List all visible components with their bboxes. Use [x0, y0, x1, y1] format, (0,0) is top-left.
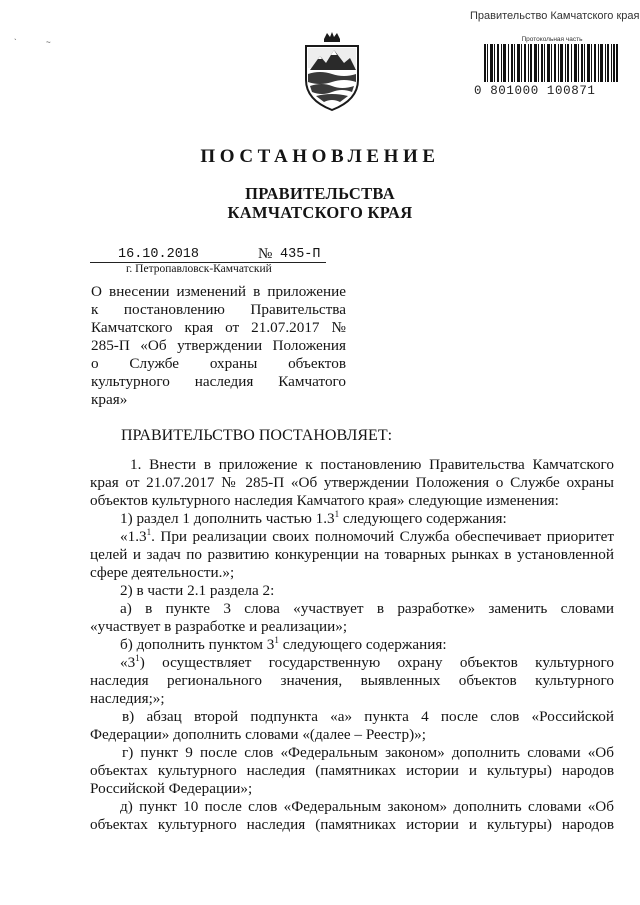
decree-heading: ПРАВИТЕЛЬСТВО ПОСТАНОВЛЯЕТ:: [121, 427, 393, 444]
text-run: 1) раздел 1 дополнить частью 1.3: [120, 510, 335, 527]
body-line: [90, 654, 614, 672]
superscript: 1: [274, 635, 279, 645]
body-line: объектов культурного наследия Камчатого края» следующие изменения:: [90, 492, 559, 509]
body-line: наследия регионального значения, выявленных объектов культурного: [90, 672, 614, 689]
issuer-heading-line2: КАМЧАТСКОГО КРАЯ: [227, 203, 413, 222]
text-run: следующего содержания:: [278, 636, 447, 653]
body-line: целей и задач по развитию конкуренции на товарных рынках в установленной: [90, 546, 614, 563]
superscript: 1: [146, 527, 152, 537]
document-number: 435-П: [280, 247, 321, 262]
superscript: 1: [334, 509, 340, 519]
document-body: [90, 456, 614, 834]
body-line: Федерации» дополнить словами «(далее – Реестр)»;: [90, 726, 426, 743]
body-line: объектах культурного наследия (памятниках истории и культуры) народов: [90, 762, 614, 779]
document-title: [91, 283, 346, 409]
number-sign: №: [258, 246, 273, 262]
body-line: в) абзац второй подпункта «а» пункта 4 после слов «Российской: [122, 708, 614, 725]
barcode: [484, 44, 618, 82]
body-line: 1. Внести в приложение к постановлению Правительства Камчатского: [130, 456, 614, 473]
scan-mark-right: ~: [46, 38, 51, 47]
body-line: [90, 510, 614, 528]
text-run: следующего содержания:: [339, 510, 507, 527]
issuer-heading-line1: ПРАВИТЕЛЬСТВА: [245, 184, 395, 203]
superscript: 1: [135, 653, 140, 663]
title-line: края»: [91, 391, 128, 408]
text-run: ) осуществляет государственную охрану объектов культурного: [139, 654, 614, 671]
title-line: к постановлению Правительства: [91, 301, 346, 318]
body-line: [90, 528, 614, 546]
body-line: объектах культурного наследия (памятниках истории и культуры) народов: [90, 816, 614, 833]
title-line: о Службе охраны объектов: [91, 355, 346, 372]
body-line: наследия;»;: [90, 690, 165, 707]
body-line: сфере деятельности.»;: [90, 564, 235, 581]
body-line: а) в пункте 3 слова «участвует в разработке» заменить словами: [120, 600, 614, 617]
stamp-section: Протокольная часть: [521, 36, 583, 43]
title-line: Камчатского края от 21.07.2017 №: [91, 319, 346, 336]
document-type-heading: ПОСТАНОВЛЕНИЕ: [200, 146, 440, 167]
coat-of-arms-icon: [300, 30, 364, 112]
text-run: «3: [120, 654, 136, 671]
document-date: 16.10.2018: [118, 247, 200, 262]
body-line: д) пункт 10 после слов «Федеральным законом» дополнить словами «Об: [120, 798, 614, 815]
body-line: Российской Федерации»;: [90, 780, 253, 797]
body-line: 2) в части 2.1 раздела 2:: [120, 582, 275, 599]
text-run: б) дополнить пунктом 3: [120, 636, 275, 653]
title-line: культурного наследия Камчатого: [91, 373, 346, 390]
barcode-number: 0 801000 100871: [474, 84, 596, 98]
title-line: 285-П «Об утверждении Положения: [91, 337, 346, 354]
scan-mark-left: `: [14, 38, 17, 47]
stamp-organization: Правительство Камчатского края: [470, 10, 640, 22]
body-line: «участвует в разработке и реализации»;: [90, 618, 348, 635]
body-line: [90, 636, 614, 654]
text-run: «1.3: [120, 528, 147, 545]
title-line: О внесении изменений в приложение: [91, 283, 346, 300]
text-run: . При реализации своих полномочий Служба обеспечивает приоритет: [151, 528, 614, 545]
body-line: г) пункт 9 после слов «Федеральным законом» дополнить словами «Об: [122, 744, 614, 761]
document-city: г. Петропавловск-Камчатский: [126, 263, 272, 275]
body-line: края от 21.07.2017 № 285-П «Об утверждении Положения о Службе охраны: [90, 474, 614, 491]
